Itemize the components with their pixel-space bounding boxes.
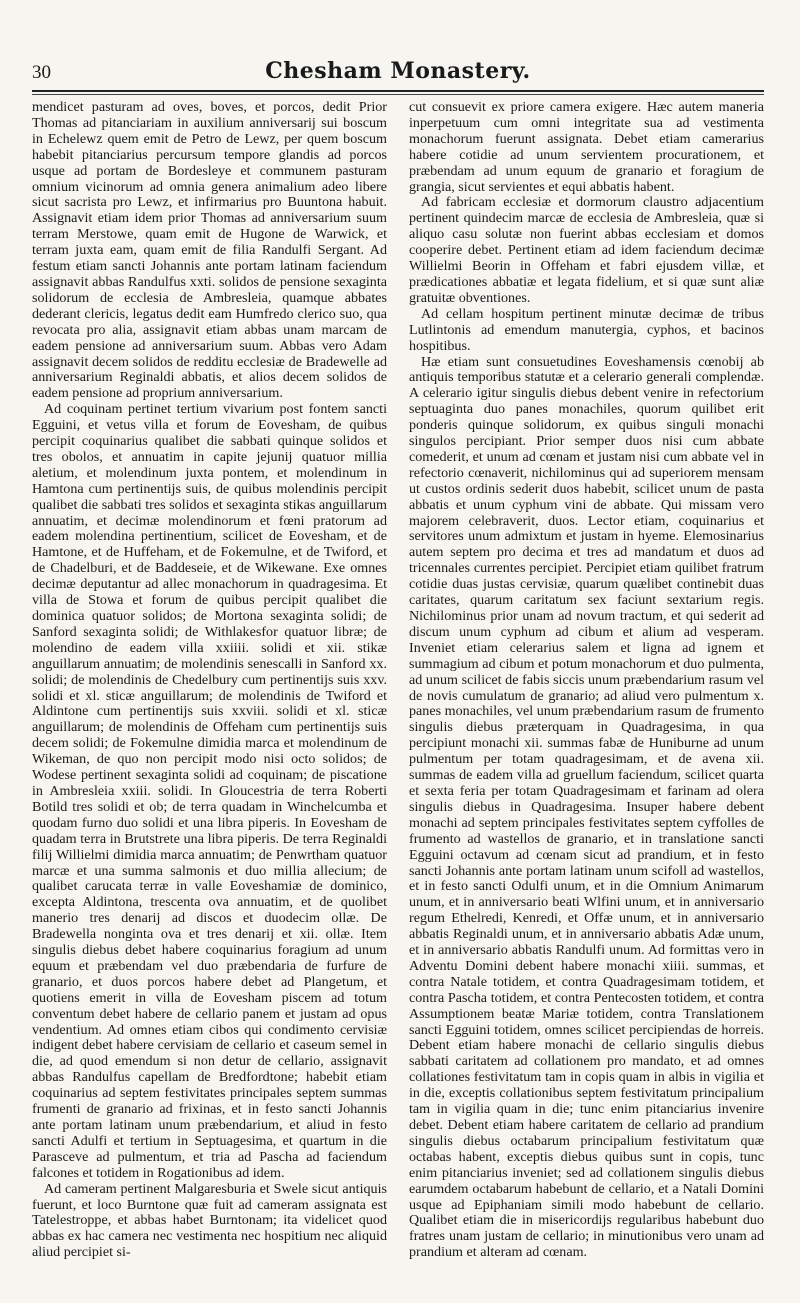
- paragraph: Ad cameram pertinent Malgaresburia et Swele sicut antiquis fuerunt, et loco Burntone quæ fuit ad cameram assignata est Tatelestroppe, et abbas habet Burntonam; ita videlicet quod abbas ex hac camera nec vestimenta nec hospitium nec aliquid aliud percipiet si-: [32, 1180, 387, 1261]
- paragraph: Ad cellam hospitum pertinent minutæ decimæ de tribus Lutlintonis ad emendum manutergia, cyphos, et bacinos hospitibus.: [409, 305, 764, 354]
- paragraph: Hæ etiam sunt consuetudines Eoveshamensis cœnobij ab antiquis temporibus statutæ et a celerario generali complendæ. A celerario igitur singulis diebus debent venire in refectorium septuaginta duo panes monachiles, quorum quilibet erit ponderis quinque solidorum, ex quibus singuli monachi singulos percipiant. Prior semper duos nisi cum abbate comederit, et unum ad cœnam et justam nisi cum abbate vel in refectorio cœnaverit, nichilominus qui ad superiorem mensam ut custos ordinis sederit duos habebit, scilicet unum de pasta abbatis et unum cyphum vini de abbate. Qui missam vero majorem celebraverit, duos. Lector etiam, coquinarius et servitores unum admixtum et justam in hyeme. Elemosinarius autem septem pro decima et tres ad mandatum et duos ad tricennales currentes percipiet. Percipiet etiam quilibet fratrum cotidie duas justas cervisiæ, quarum quælibet continebit duas caritates, quarum caritatum sex faciunt sextarium regis. Nichilominus prior unam ad novum tractum, et qui sederit ad discum unum cyphum ad cibum et alium ad vesperam. Inveniet etiam celerarius salem et ligna ad ignem et summagium ad cibum et potum monachorum et duo pulmenta, ad unum scilicet de fabis siccis unum præbendarium rasum vel de novis cumulatum de granario; ad aliud vero pulmentum x. panes monachiles, vel unum præbendarium rasum de frumento singulis diebus præterquam in Quadragesima, in qua percipiunt monachi xii. summas fabæ de Huniburne ad unum pulmentum per totam quadragesimam, et de avena xii. summas de eadem villa ad gruellum faciendum, scilicet quarta et sexta feria per totam Quadragesimam et farinam ad olera singulis diebus in Quadragesima. Insuper habere debent monachi ad septem principales festivitates septem cyffolles de frumento ad wastellos de granario, et in translatione sancti Egguini octavum ad cœnam sicut ad prandium, et in festo sancti Johannis ante portam latinam unum scifoll ad wastellos, et in festo sancti Odulfi unum, et in die Omnium Animarum unum, et in anniversario beati Wlfini unum, et in anniversario regum Ethelredi, Kenredi, et Offæ unum, et in anniversario abbatis Reginaldi unum, et in anniversario abbatis Adæ unum, et in anniversario abbatis Randulfi unum. Ad formittas vero in Adventu Domini debent habere monachi xiiii. summas, et contra Natale totidem, et contra Quadragesimam totidem, et contra Pascha totidem, et contra Pentecosten totidem, et contra Assumptionem beatæ Mariæ totidem, contra Translationem sancti Egguini totidem, omnes scilicet percipiendas de horreis. Debent etiam habere monachi de cellario singulis diebus sabbati caritatem ad collationem pro mandato, et ad omnes collationes festivitatum tam in copis quam in albis in vigilia et in die, exceptis collationibus septem festivitatum principalium tam in vigilia quam in die; tunc enim pitanciarius invenire debet. Debent etiam habere caritatem de cellario ad prandium singulis diebus octabarum principalium festivitatum quæ octabas habent, exceptis diebus quibus sunt in copis, tunc enim pitanciarius inveniet; sed ad collationem singulis diebus earumdem octabarum habebunt de cellario, et a Natali Domini usque ad Epiphaniam simili modo habebunt de cellario. Qualibet etiam die in misericordijs regularibus habebunt duo fratres unam justam de cellario; in minutionibus vero unam ad prandium et alteram ad cœnam.: [409, 353, 764, 1261]
- page-header: [32, 58, 764, 86]
- header-rule-thin: [32, 94, 764, 95]
- paragraph: mendicet pasturam ad oves, boves, et porcos, dedit Prior Thomas ad pitanciariam in auxilium anniversarij sui boscum in Echelewz quem emit de Petro de Lewz, per quem boscum habebit pitanciarius percursum tempore glandis ad porcos usque ad portam de Bordesleye et communem pasturam omnium vicinorum ad omnia genera animalium adeo libere sicut sacrista pro Lewz, et infirmarius pro Buuntona habuit. Assignavit etiam idem prior Thomas ad anniversarium suum terram Merstowe, quam emit de Hugone de Warwick, et terram juxta eam, quam emit de filia Randulfi Sergant. Ad festum etiam sancti Johannis ante portam latinam faciendum assignavit abbas Randulfus xxti. solidos de pensione sexaginta solidorum de ecclesia de Ambresleia, quamque abbates dederant clericis, legatus dedit eam Humfredo clerico suo, qua revocata pro alia, assignavit etiam abbas unam marcam de eadem pensione ad anniversarium suum. Abbas vero Adam assignavit decem solidos de redditu ecclesiæ de Bradewelle ad anniversarium Reginaldi abbatis, et alios decem solidos de eadem pensione ad proprium anniversarium.: [32, 99, 387, 402]
- left-column: [32, 100, 387, 1261]
- paragraph: Ad fabricam ecclesiæ et dormorum claustro adjacentium pertinent quindecim marcæ de ecclesia de Ambresleia, quæ si aliquo casu solutæ non fuerint abbas ecclesiam et domos cooperire debet. Pertinent etiam ad idem faciendum decimæ Willielmi Beorin in Offeham et fabri ejusdem villæ, et prædicationes abbatiæ et legata fidelium, et si quæ sunt aliæ gratuitæ obventiones.: [409, 194, 764, 306]
- running-title: Chesham Monastery.: [265, 58, 531, 84]
- page-number: 30: [32, 62, 51, 83]
- paragraph: cut consuevit ex priore camera exigere. Hæc autem maneria inperpetuum cum omni integritate sua ad vestimenta monachorum fuerunt assignata. Debet etiam camerarius habere cotidie ad unum servientem procurationem, et præbendam ad unum equum de granario et foragium de grangia, sicut servientes et equi abbatis habent.: [409, 99, 764, 195]
- right-column: [409, 100, 764, 1261]
- paragraph: Ad coquinam pertinet tertium vivarium post fontem sancti Egguini, et vetus villa et forum de Eovesham, de quibus percipit coquinarius qualibet die sabbati quinque solidos et tres obolos, et annuatim in capite jejunij quatuor millia aletium, et molendinum juxta pontem, et molendinum in Hamtona cum pertinentijs suis, de quibus molendinis percipit qualibet die sabbati tres solidos et sexaginta stikas anguillarum annuatim, et decimæ molendinorum et fœni pratorum ad eadem molendina pertinentium, scilicet de Eovesham, et de Hamtone, et de Huffeham, et de Fokemulne, et de Twiford, et de Chadelburi, et de Baddeseie, et de Wikewane. Exe omnes decimæ deputantur ad allec monachorum in quadragesima. Et villa de Stowa et forum de quibus percipit qualibet die dominica quatuor solidos; de Mortona sexaginta solidi; de Sanford sexaginta solidi; de Withlakesfor quatuor libræ; de molendino de eadem villa xxiiii. solidi et xii. stikæ anguillarum annuatim; de molendinis senescalli in Sanford xx. solidi; de molendinis de Chedelbury cum pertinentijs suis xxv. solidi et xl. sticæ anguillarum; de molendinis de Twiford et Aldintone cum pertinentijs suis xxviii. solidi et xl. sticæ anguillarum; de molendinis de Offeham cum pertinentijs suis decem solidi; de Fokemulne dimidia marca et molendinum de Wikeman, de quo non percipit modo nisi octo solidos; de Wodese pertinent sexaginta solidi ad coquinam; de piscatione in Ambresleia xxiii. solidi. In Gloucestria de terra Roberti Botild tres solidi et ob; de terra quadam in Winchelcumba et quodam furno duo solidi et una libra piperis. In Eovesham de quadam terra in Brutstrete una libra piperis. De terra Reginaldi filij Willielmi dimidia marca annuatim; de Penwrtham quatuor marcæ et una summa salmonis et duo millia allecium; de qualibet carucata terræ in valle Eoveshamiæ de dominico, excepta Aldintona, trescenta ova annuatim, et de quolibet manerio tres denarij ad discos et duodecim ollæ. De Bradewella nonginta ova et tres denarij et xii. ollæ. Item singulis diebus debet habere coquinarius foragium ad unum equum et præbendam vel duo præbendaria de furfure de granario, et duos porcos habere debet ad Plangetum, et quotiens emerit in villa de Eovesham piscem ad totum conventum debet habere de cellario panem et justam ad opus vendentium. Ad omnes etiam cibos qui condimento cervisiæ indigent debet habere cervisiam de cellario et caseum semel in die, ad quod emendum si non detur de cellario, assignavit abbas Randulfus capellam de Bredfordtone; habebit etiam coquinarius ad septem festivitates principales septem summas frumenti de granario ad frixinas, et in festo sancti Johannis ante portam latinam unum præbendarium, et aliud in festo sancti Adulfi et tertium in Septuagesima, et quartum in die Parasceve ad pulmentum, et tria ad Pascha ad faciendum falcones et totidem in Rogationibus ad idem.: [32, 401, 387, 1181]
- header-rule-thick: [32, 90, 764, 92]
